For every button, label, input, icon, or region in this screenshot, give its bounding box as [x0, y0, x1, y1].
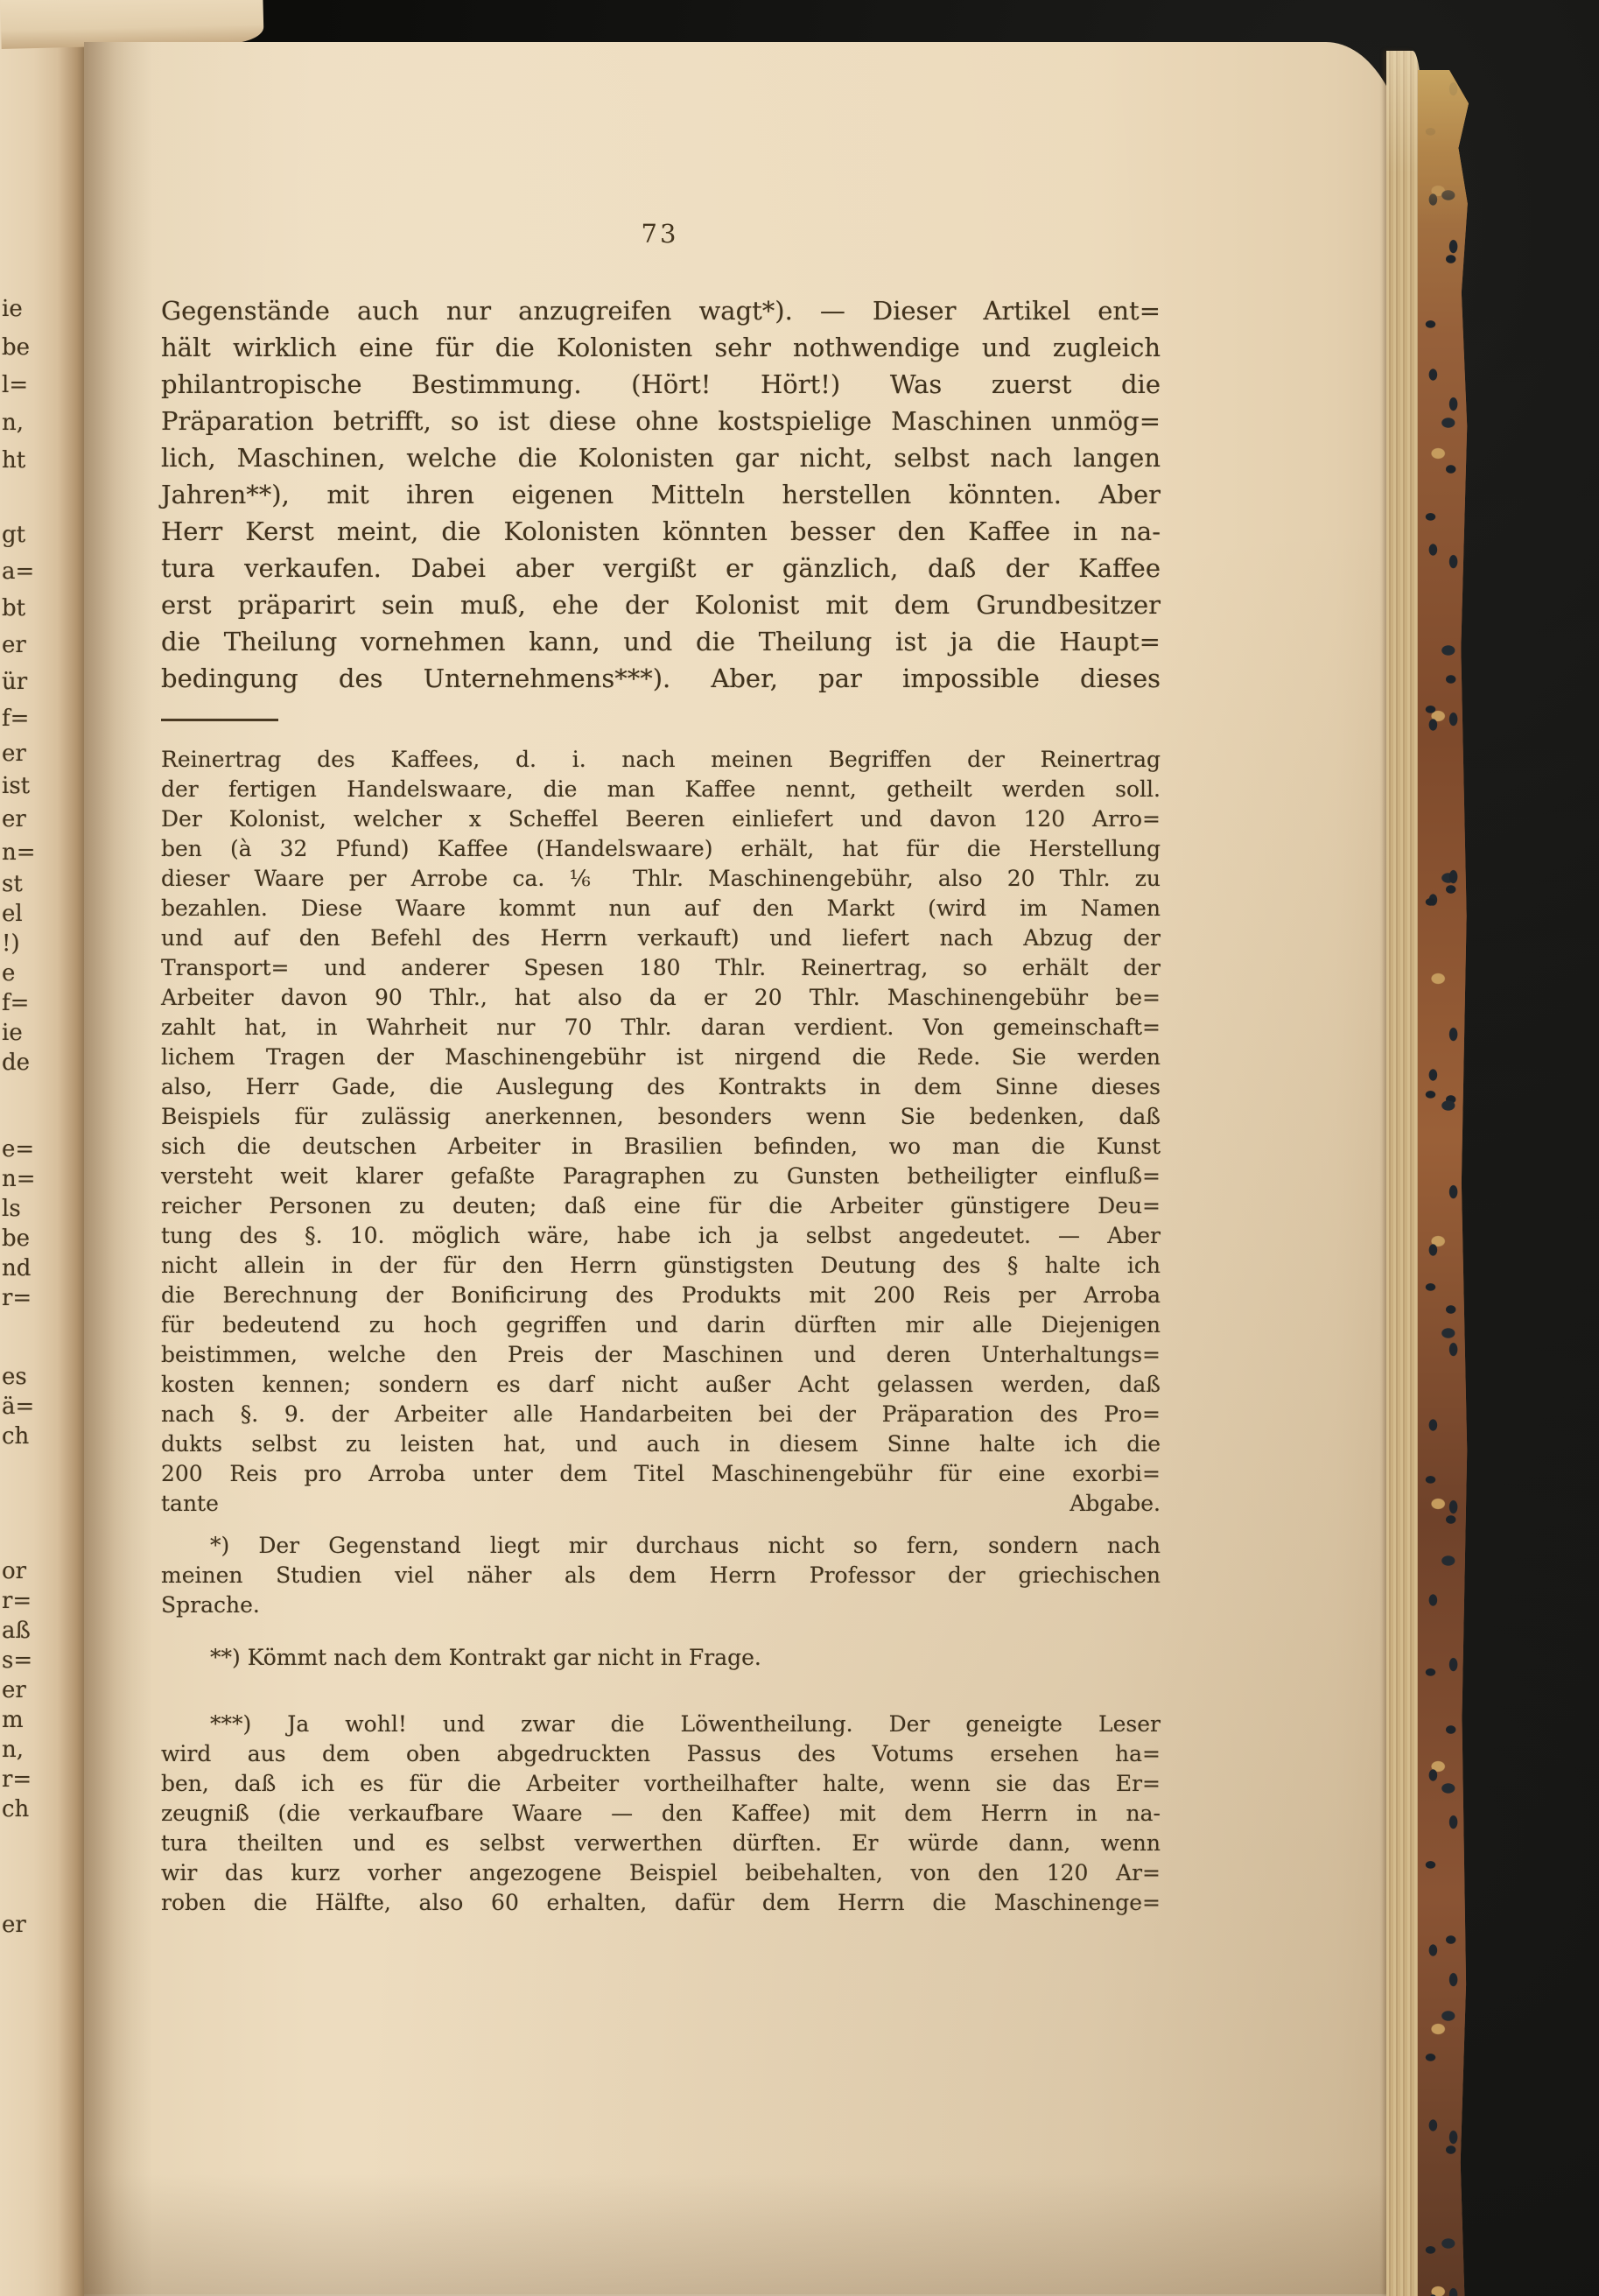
left-page-fragment: !)	[2, 930, 20, 957]
footnote-line: Reinertrag des Kaffees, d. i. nach meinen Begriffen der Reinertrag	[161, 747, 1161, 772]
text-line: philantropische Bestimmung. (Hört! Hört!) Was zuerst die	[161, 369, 1161, 399]
footnote-line: die Berechnung der Bonificirung des Produkts mit 200 Reis per Arroba	[161, 1282, 1161, 1308]
left-page-fragment: de	[2, 1050, 31, 1076]
footnote-line: ***) Ja wohl! und zwar die Löwentheilung. Der geneigte Leser	[210, 1711, 1161, 1737]
left-page-fragment: s=	[2, 1647, 33, 1674]
footnote-line: Beispiels für zulässig anerkennen, besonders wenn Sie bedenken, daß	[161, 1104, 1161, 1129]
text-line: Herr Kerst meint, die Kolonisten könnten besser den Kaffee in na-	[161, 516, 1161, 546]
footnote-line: der fertigen Handelswaare, die man Kaffee nennt, getheilt werden soll.	[161, 776, 1161, 802]
book-page	[84, 42, 1409, 2296]
footnote-line: sich die deutschen Arbeiter in Brasilien befinden, wo man die Kunst	[161, 1134, 1161, 1159]
footnote-line: Transport= und anderer Spesen 180 Thlr. Reinertrag, so erhält der	[161, 955, 1161, 980]
left-page-fragment: bt	[2, 595, 26, 621]
footnote-line: tante Abgabe.	[161, 1491, 1161, 1516]
left-page-fragment: es	[2, 1364, 27, 1390]
footnote-line: versteht weit klarer gefaßte Paragraphen zu Gunsten betheiligter einfluß=	[161, 1163, 1161, 1189]
text-line: Jahren**), mit ihren eigenen Mitteln herstellen könnten. Aber	[161, 480, 1161, 509]
footnote-line: ben, daß ich es für die Arbeiter vortheilhafter halte, wenn sie das Er=	[161, 1771, 1161, 1796]
left-page-fragment: er	[2, 1677, 26, 1703]
text-line: die Theilung vornehmen kann, und die Theilung ist ja die Haupt=	[161, 627, 1161, 657]
left-page-fragment: r=	[2, 1766, 32, 1793]
footnote-line: für bedeutend zu hoch gegriffen und darin dürften mir alle Diejenigen	[161, 1312, 1161, 1338]
left-page-fragment: r=	[2, 1285, 32, 1311]
left-page-fragment: st	[2, 871, 23, 897]
left-page-fragment: e=	[2, 1136, 35, 1162]
footnote-line: wird aus dem oben abgedruckten Passus des Votums ersehen ha=	[161, 1741, 1161, 1766]
left-page-fragment: f=	[2, 706, 30, 732]
footnote-line: Der Kolonist, welcher x Scheffel Beeren einliefert und davon 120 Arro=	[161, 806, 1161, 832]
left-page-fragment: n=	[2, 839, 36, 866]
footnote-line: tura theilten und es selbst verwerthen dürften. Er würde dann, wenn	[161, 1830, 1161, 1856]
left-page-fragment: r=	[2, 1588, 32, 1614]
footnote-line: dukts selbst zu leisten hat, und auch in diesem Sinne halte ich die	[161, 1431, 1161, 1457]
left-page-fragment: be	[2, 334, 31, 361]
footnote-rule	[161, 719, 278, 721]
left-page-fragment: ls	[2, 1196, 21, 1222]
left-page-fragment: e	[2, 960, 16, 987]
footnote-line: wir das kurz vorher angezogene Beispiel beibehalten, von den 120 Ar=	[161, 1860, 1161, 1885]
marbled-cover-edge	[1418, 70, 1469, 2296]
footnote-line: 200 Reis pro Arroba unter dem Titel Maschinengebühr für eine exorbi=	[161, 1461, 1161, 1486]
left-page-fragment: ä=	[2, 1394, 35, 1420]
footnote-line: also, Herr Gade, die Auslegung des Kontrakts in dem Sinne dieses	[161, 1074, 1161, 1099]
left-page-fragment: ie	[2, 296, 23, 322]
text-line: bedingung des Unternehmens***). Aber, par impossible dieses	[161, 664, 1161, 693]
left-page-fragment: er	[2, 741, 26, 767]
footnote-line: kosten kennen; sondern es darf nicht außer Acht gelassen werden, daß	[161, 1372, 1161, 1397]
left-page-fragment: l=	[2, 372, 29, 398]
left-page-fragment: el	[2, 901, 23, 927]
footnote-line: nicht allein in der für den Herrn günstigsten Deutung des § halte ich	[161, 1253, 1161, 1278]
footnote-line: zahlt hat, in Wahrheit nur 70 Thlr. daran verdient. Von gemeinschaft=	[161, 1015, 1161, 1040]
footnote-line: beistimmen, welche den Preis der Maschinen und deren Unterhaltungs=	[161, 1342, 1161, 1367]
left-page-fragment: ch	[2, 1796, 30, 1822]
left-page-fragment: n,	[2, 1737, 25, 1763]
footnote-double-star	[161, 1643, 1161, 1673]
left-page-fragment: be	[2, 1225, 31, 1252]
footnote-line: zeugniß (die verkaufbare Waare — den Kaffee) mit dem Herrn in na-	[161, 1801, 1161, 1826]
left-page-fragment: m	[2, 1707, 24, 1733]
footnote-line: lichem Tragen der Maschinengebühr ist nirgend die Rede. Sie werden	[161, 1044, 1161, 1070]
footnote-line: und auf den Befehl des Herrn verkauft) und liefert nach Abzug der	[161, 925, 1161, 951]
footnote-line: reicher Personen zu deuten; daß eine für die Arbeiter günstigere Deu=	[161, 1193, 1161, 1218]
footnote-line: roben die Hälfte, also 60 erhalten, dafür dem Herrn die Maschinenge=	[161, 1890, 1161, 1915]
page-number: 73	[641, 219, 679, 249]
left-page-fragment: gt	[2, 522, 26, 548]
facing-page-edge	[0, 0, 87, 2296]
footnote-line: ben (à 32 Pfund) Kaffee (Handelswaare) erhält, hat für die Herstellung	[161, 836, 1161, 861]
text-line: lich, Maschinen, welche die Kolonisten gar nicht, selbst nach langen	[161, 443, 1161, 473]
footnote-line: bezahlen. Diese Waare kommt nun auf den Markt (wird im Namen	[161, 895, 1161, 921]
left-page-fragment: or	[2, 1558, 27, 1584]
left-page-fragment: er	[2, 1912, 26, 1938]
left-page-fragment: aß	[2, 1618, 31, 1644]
left-page-fragment: er	[2, 806, 26, 832]
left-page-fragment: n,	[2, 410, 25, 436]
left-page-fragment: a=	[2, 558, 35, 585]
footnote-line: Arbeiter davon 90 Thlr., hat also da er 20 Thlr. Maschinengebühr be=	[161, 985, 1161, 1010]
left-page-fragment: ht	[2, 447, 26, 474]
left-page-fragment: ist	[2, 773, 31, 799]
left-page-fragment: nd	[2, 1255, 32, 1281]
left-page-fragment: ie	[2, 1020, 23, 1046]
footnote-line: Sprache.	[161, 1592, 260, 1618]
text-line: hält wirklich eine für die Kolonisten sehr nothwendige und zugleich	[161, 333, 1161, 362]
footnote-line: meinen Studien viel näher als dem Herrn Professor der griechischen	[161, 1562, 1161, 1588]
left-page-fragment: er	[2, 632, 26, 658]
left-page-fragment: f=	[2, 990, 30, 1016]
text-line: tura verkaufen. Dabei aber vergißt er gänzlich, daß der Kaffee	[161, 553, 1161, 583]
left-page-fragment: n=	[2, 1166, 36, 1192]
footnote-line: nach §. 9. der Arbeiter alle Handarbeiten bei der Präparation des Pro=	[161, 1401, 1161, 1427]
text-line: Gegenstände auch nur anzugreifen wagt*). — Dieser Artikel ent=	[161, 296, 1161, 326]
book-fore-edge	[1386, 51, 1421, 2296]
footnote-line: **) Kömmt nach dem Kontrakt gar nicht in Frage.	[210, 1645, 761, 1670]
footnote-line: tung des §. 10. möglich wäre, habe ich ja selbst angedeutet. — Aber	[161, 1223, 1161, 1248]
main-text	[161, 292, 1161, 697]
footnote-line: *) Der Gegenstand liegt mir durchaus nicht so fern, sondern nach	[210, 1533, 1161, 1558]
text-line: Präparation betrifft, so ist diese ohne kostspielige Maschinen unmög=	[161, 406, 1161, 436]
text-line: erst präparirt sein muß, ehe der Kolonist mit dem Grundbesitzer	[161, 590, 1161, 620]
footnote-star	[161, 1531, 1161, 1620]
left-page-fragment: ch	[2, 1423, 30, 1450]
footnote-line: dieser Waare per Arrobe ca. ⅙ Thlr. Maschinengebühr, also 20 Thlr. zu	[161, 866, 1161, 891]
left-page-fragment: ür	[2, 669, 28, 695]
footnote-triple-star	[161, 1710, 1161, 1918]
footnote-continuation	[161, 745, 1161, 1519]
